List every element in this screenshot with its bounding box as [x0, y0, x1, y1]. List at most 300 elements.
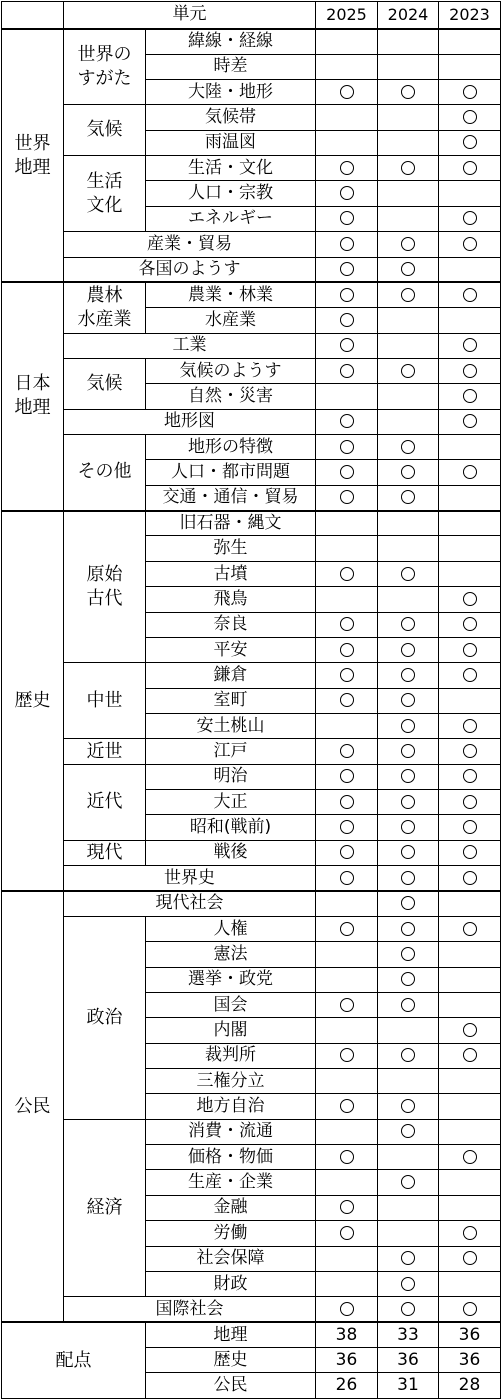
- unit-label-cell: [146, 130, 316, 155]
- mark-cell: [439, 587, 501, 612]
- mark-cell: [316, 333, 378, 358]
- unit-label-cell-text: 人口・宗教: [188, 183, 273, 204]
- subcategory-cell: [64, 358, 146, 409]
- unit-label-cell-text: 水産業: [205, 309, 256, 330]
- mark-cell: [378, 1170, 439, 1195]
- mark-cell: [378, 713, 439, 738]
- circle-mark: [340, 1200, 354, 1214]
- table-row: [2, 232, 501, 257]
- mark-cell: [439, 942, 501, 967]
- mark-cell: [439, 612, 501, 637]
- unit-label-cell: [146, 485, 316, 510]
- mark-cell: [316, 105, 378, 130]
- score-value-cell: [378, 1373, 439, 1399]
- unit-label-cell: [146, 460, 316, 485]
- unit-label-cell-text: 生活・文化: [188, 157, 273, 178]
- circle-mark: [401, 288, 415, 302]
- circle-mark: [340, 567, 354, 581]
- unit-label-cell-text: 奈良: [213, 614, 248, 635]
- unit-label-cell: [146, 663, 316, 688]
- table-row: [2, 764, 501, 789]
- unit-label-cell: [146, 637, 316, 662]
- mark-cell: [378, 942, 439, 967]
- table-row: [2, 282, 501, 307]
- table-row: [2, 409, 501, 434]
- mark-cell: [439, 1170, 501, 1195]
- unit-label-cell: [146, 1271, 316, 1296]
- circle-mark: [463, 135, 477, 149]
- mark-cell: [378, 257, 439, 282]
- mark-cell: [439, 1069, 501, 1094]
- subcategory-cell: [64, 764, 146, 840]
- score-subject-cell: [146, 1373, 316, 1399]
- mark-cell: [316, 1221, 378, 1246]
- circle-mark: [340, 1099, 354, 1113]
- mark-cell: [316, 1170, 378, 1195]
- mark-cell: [439, 105, 501, 130]
- table-row: [2, 156, 501, 181]
- circle-mark: [463, 668, 477, 682]
- mark-cell: [316, 435, 378, 460]
- unit-label-cell: [64, 891, 316, 916]
- mark-cell: [316, 536, 378, 561]
- mark-cell: [439, 1145, 501, 1170]
- table-row: [2, 891, 501, 916]
- circle-mark: [340, 211, 354, 225]
- unit-label-cell-text: 人口・都市問題: [171, 462, 290, 483]
- unit-label-cell: [146, 1170, 316, 1195]
- score-subject-cell: [146, 1322, 316, 1347]
- subcategory-cell: [64, 840, 146, 865]
- unit-label-cell-text: 価格・物価: [188, 1146, 273, 1167]
- mark-cell: [316, 181, 378, 206]
- circle-mark: [463, 871, 477, 885]
- unit-label-cell: [146, 80, 316, 105]
- header-unit: [64, 2, 316, 29]
- table-row: [2, 866, 501, 891]
- unit-label-cell-text: 鎌倉: [213, 664, 248, 685]
- circle-mark: [401, 1175, 415, 1189]
- unit-label-cell-text: 明治: [213, 766, 248, 787]
- category-cell-text: 公民: [14, 1095, 51, 1117]
- subcategory-cell: [64, 105, 146, 156]
- unit-label-cell: [146, 916, 316, 941]
- score-subject-cell-text: 公民: [213, 1375, 248, 1396]
- circle-mark: [401, 364, 415, 378]
- mark-cell: [378, 967, 439, 992]
- unit-label-cell: [146, 815, 316, 840]
- unit-label-cell-text: 工業: [172, 335, 207, 356]
- mark-cell: [316, 916, 378, 941]
- circle-mark: [401, 998, 415, 1012]
- circle-mark: [401, 795, 415, 809]
- mark-cell: [316, 1195, 378, 1220]
- score-value-cell-text: 28: [458, 1375, 481, 1396]
- unit-label-cell-text: 生産・企業: [188, 1172, 273, 1193]
- table-row: [2, 29, 501, 54]
- mark-cell: [439, 29, 501, 54]
- table-row: [2, 257, 501, 282]
- unit-label-cell: [146, 992, 316, 1017]
- circle-mark: [401, 1302, 415, 1316]
- mark-cell: [316, 967, 378, 992]
- circle-mark: [463, 414, 477, 428]
- unit-label-cell: [146, 282, 316, 307]
- circle-mark: [401, 719, 415, 733]
- header-year: [316, 2, 378, 29]
- mark-cell: [439, 790, 501, 815]
- circle-mark: [463, 364, 477, 378]
- mark-cell: [378, 435, 439, 460]
- mark-cell: [316, 511, 378, 536]
- circle-mark: [340, 1048, 354, 1062]
- mark-cell: [439, 257, 501, 282]
- mark-cell: [439, 967, 501, 992]
- mark-cell: [316, 840, 378, 865]
- mark-cell: [316, 891, 378, 916]
- circle-mark: [340, 262, 354, 276]
- circle-mark: [401, 1099, 415, 1113]
- mark-cell: [439, 130, 501, 155]
- unit-label-cell-text: 三権分立: [196, 1070, 265, 1091]
- circle-mark: [340, 237, 354, 251]
- mark-cell: [439, 485, 501, 510]
- mark-cell: [378, 54, 439, 79]
- circle-mark: [401, 769, 415, 783]
- mark-cell: [378, 612, 439, 637]
- score-heading-cell: [2, 1322, 146, 1398]
- mark-cell: [378, 1018, 439, 1043]
- header-corner: [2, 2, 64, 29]
- mark-cell: [316, 409, 378, 434]
- mark-cell: [378, 790, 439, 815]
- mark-cell: [316, 485, 378, 510]
- score-value-cell: [439, 1347, 501, 1372]
- circle-mark: [401, 744, 415, 758]
- score-value-cell-text: 38: [335, 1324, 358, 1345]
- unit-label-cell-text: 大正: [213, 791, 248, 812]
- mark-cell: [316, 713, 378, 738]
- circle-mark: [340, 161, 354, 175]
- mark-cell: [316, 282, 378, 307]
- circle-mark: [340, 617, 354, 631]
- unit-label-cell: [64, 409, 316, 434]
- unit-label-cell: [146, 1246, 316, 1271]
- unit-label-cell: [146, 561, 316, 586]
- circle-mark: [340, 288, 354, 302]
- mark-cell: [439, 460, 501, 485]
- category-cell-text: 歴史: [14, 689, 51, 711]
- mark-cell: [316, 688, 378, 713]
- table-row: [2, 916, 501, 941]
- subcategory-cell: [64, 739, 146, 764]
- circle-mark: [463, 845, 477, 859]
- subcategory-cell-text: 原始 古代: [86, 563, 123, 609]
- mark-cell: [378, 1195, 439, 1220]
- category-cell: [2, 282, 64, 510]
- circle-mark: [401, 922, 415, 936]
- mark-cell: [378, 384, 439, 409]
- mark-cell: [439, 181, 501, 206]
- score-value-cell-text: 36: [335, 1349, 358, 1370]
- circle-mark: [463, 1048, 477, 1062]
- score-heading-cell-text: 配点: [55, 1349, 92, 1371]
- unit-label-cell: [64, 257, 316, 282]
- mark-cell: [378, 891, 439, 916]
- subcategory-cell-text: その他: [77, 461, 132, 483]
- unit-label-cell-text: 労働: [213, 1222, 248, 1243]
- mark-cell: [439, 891, 501, 916]
- mark-cell: [316, 790, 378, 815]
- circle-mark: [340, 769, 354, 783]
- unit-label-cell-text: 社会保障: [196, 1248, 265, 1269]
- circle-mark: [340, 414, 354, 428]
- category-cell: [2, 511, 64, 891]
- circle-mark: [401, 262, 415, 276]
- mark-cell: [378, 840, 439, 865]
- subcategory-cell-text: 現代: [86, 841, 123, 863]
- mark-cell: [316, 663, 378, 688]
- circle-mark: [463, 110, 477, 124]
- score-value-cell-text: 36: [458, 1349, 481, 1370]
- mark-cell: [439, 916, 501, 941]
- unit-label-cell-text: 時差: [213, 56, 248, 77]
- unit-label-cell: [146, 967, 316, 992]
- unit-label-cell: [146, 1195, 316, 1220]
- unit-label-cell: [146, 54, 316, 79]
- unit-label-cell-text: 気候のようす: [179, 360, 282, 381]
- unit-label-cell-text: 交通・通信・貿易: [162, 487, 299, 508]
- header-row: [2, 2, 501, 29]
- subcategory-cell: [64, 663, 146, 739]
- unit-label-cell: [146, 713, 316, 738]
- mark-cell: [316, 587, 378, 612]
- mark-cell: [378, 1145, 439, 1170]
- category-cell-text: 世界 地理: [14, 132, 51, 178]
- score-subject-cell-text: 歴史: [213, 1349, 248, 1370]
- unit-label-cell-text: 農業・林業: [188, 284, 273, 305]
- unit-label-cell-text: 裁判所: [205, 1045, 256, 1066]
- mark-cell: [316, 29, 378, 54]
- mark-cell: [439, 232, 501, 257]
- mark-cell: [316, 815, 378, 840]
- unit-label-cell-text: 江戸: [213, 741, 248, 762]
- mark-cell: [378, 561, 439, 586]
- score-value-cell: [439, 1322, 501, 1347]
- unit-label-cell-text: エネルギー: [188, 208, 273, 229]
- mark-cell: [316, 1271, 378, 1296]
- mark-cell: [316, 637, 378, 662]
- mark-cell: [378, 663, 439, 688]
- unit-label-cell: [64, 333, 316, 358]
- circle-mark: [340, 186, 354, 200]
- score-value-cell-text: 36: [458, 1324, 481, 1345]
- unit-label-cell-text: 産業・貿易: [147, 233, 232, 254]
- subcategory-cell: [64, 282, 146, 333]
- circle-mark: [401, 845, 415, 859]
- mark-cell: [439, 511, 501, 536]
- unit-label-cell-text: 大陸・地形: [188, 81, 273, 102]
- unit-label-cell: [146, 1018, 316, 1043]
- circle-mark: [401, 567, 415, 581]
- unit-label-cell-text: 弥生: [213, 538, 248, 559]
- unit-label-cell: [146, 612, 316, 637]
- mark-cell: [378, 1246, 439, 1271]
- circle-mark: [401, 1251, 415, 1265]
- unit-label-cell-text: 自然・災害: [188, 385, 273, 406]
- mark-cell: [316, 1119, 378, 1144]
- mark-cell: [439, 866, 501, 891]
- subcategory-cell: [64, 29, 146, 105]
- unit-label-cell: [146, 1094, 316, 1119]
- circle-mark: [401, 1048, 415, 1062]
- circle-mark: [463, 211, 477, 225]
- unit-label-cell-text: 戦後: [213, 842, 248, 863]
- unit-label-cell: [64, 232, 316, 257]
- mark-cell: [316, 156, 378, 181]
- unit-label-cell: [64, 866, 316, 891]
- unit-label-cell: [146, 1119, 316, 1144]
- mark-cell: [316, 561, 378, 586]
- mark-cell: [439, 435, 501, 460]
- circle-mark: [463, 1150, 477, 1164]
- mark-cell: [439, 1195, 501, 1220]
- mark-cell: [439, 1246, 501, 1271]
- unit-label-cell: [146, 511, 316, 536]
- subcategory-cell-text: 近代: [86, 791, 123, 813]
- header-year: [378, 2, 439, 29]
- circle-mark: [401, 237, 415, 251]
- unit-label-cell: [146, 358, 316, 383]
- mark-cell: [316, 358, 378, 383]
- circle-mark: [340, 643, 354, 657]
- mark-cell: [378, 80, 439, 105]
- subcategory-cell: [64, 435, 146, 511]
- subcategory-cell: [64, 511, 146, 663]
- mark-cell: [439, 1119, 501, 1144]
- unit-label-cell-text: 平安: [213, 639, 248, 660]
- unit-label-cell: [146, 1221, 316, 1246]
- mark-cell: [378, 866, 439, 891]
- unit-label-cell: [146, 790, 316, 815]
- unit-label-cell: [146, 764, 316, 789]
- mark-cell: [378, 409, 439, 434]
- table-row: [2, 358, 501, 383]
- circle-mark: [401, 820, 415, 834]
- circle-mark: [340, 1226, 354, 1240]
- unit-label-cell-text: 室町: [213, 690, 248, 711]
- unit-label-cell: [146, 1069, 316, 1094]
- circle-mark: [401, 85, 415, 99]
- circle-mark: [463, 922, 477, 936]
- mark-cell: [316, 612, 378, 637]
- unit-label-cell-text: 現代社会: [155, 893, 224, 914]
- category-cell-text: 日本 地理: [14, 373, 51, 419]
- category-cell: [2, 29, 64, 283]
- mark-cell: [378, 688, 439, 713]
- table-row: [2, 105, 501, 130]
- circle-mark: [340, 871, 354, 885]
- circle-mark: [340, 845, 354, 859]
- mark-cell: [378, 536, 439, 561]
- mark-cell: [378, 815, 439, 840]
- mark-cell: [378, 739, 439, 764]
- mark-cell: [316, 257, 378, 282]
- mark-cell: [439, 1043, 501, 1068]
- unit-label-cell: [146, 1145, 316, 1170]
- circle-mark: [463, 769, 477, 783]
- mark-cell: [316, 232, 378, 257]
- mark-cell: [439, 1297, 501, 1322]
- circle-mark: [340, 795, 354, 809]
- unit-label-cell-text: 地形図: [164, 411, 215, 432]
- circle-mark: [340, 998, 354, 1012]
- mark-cell: [316, 992, 378, 1017]
- circle-mark: [340, 490, 354, 504]
- mark-cell: [316, 942, 378, 967]
- mark-cell: [316, 1145, 378, 1170]
- score-value-cell: [316, 1322, 378, 1347]
- mark-cell: [378, 1271, 439, 1296]
- mark-cell: [439, 308, 501, 333]
- mark-cell: [439, 333, 501, 358]
- circle-mark: [463, 592, 477, 606]
- mark-cell: [316, 1094, 378, 1119]
- unit-label-cell: [146, 942, 316, 967]
- circle-mark: [401, 490, 415, 504]
- unit-label-cell: [146, 29, 316, 54]
- circle-mark: [340, 364, 354, 378]
- circle-mark: [401, 871, 415, 885]
- table-row: [2, 511, 501, 536]
- table-row: [2, 739, 501, 764]
- subcategory-cell-text: 経済: [86, 1196, 123, 1218]
- score-subject-cell-text: 地理: [213, 1324, 248, 1345]
- mark-cell: [316, 866, 378, 891]
- unit-label-cell-text: 金融: [213, 1197, 248, 1218]
- unit-label-cell-text: 飛鳥: [213, 588, 248, 609]
- subcategory-cell-text: 世界の すがた: [77, 44, 132, 90]
- unit-label-cell: [64, 1297, 316, 1322]
- mark-cell: [378, 1221, 439, 1246]
- mark-cell: [316, 764, 378, 789]
- mark-cell: [439, 206, 501, 231]
- unit-label-cell-text: 人権: [213, 918, 248, 939]
- circle-mark: [463, 85, 477, 99]
- mark-cell: [439, 1271, 501, 1296]
- circle-mark: [463, 719, 477, 733]
- mark-cell: [378, 1297, 439, 1322]
- mark-cell: [439, 54, 501, 79]
- unit-label-cell-text: 選挙・政党: [188, 969, 273, 990]
- subcategory-cell-text: 中世: [86, 689, 123, 711]
- circle-mark: [401, 896, 415, 910]
- unit-label-cell-text: 雨温図: [205, 132, 256, 153]
- mark-cell: [316, 1069, 378, 1094]
- mark-cell: [316, 384, 378, 409]
- circle-mark: [401, 693, 415, 707]
- circle-mark: [401, 440, 415, 454]
- mark-cell: [378, 1043, 439, 1068]
- mark-cell: [378, 485, 439, 510]
- mark-cell: [378, 460, 439, 485]
- mark-cell: [316, 80, 378, 105]
- circle-mark: [463, 161, 477, 175]
- unit-label-cell: [146, 1043, 316, 1068]
- score-value-cell: [439, 1373, 501, 1399]
- score-value-cell-text: 26: [335, 1375, 358, 1396]
- unit-label-cell: [146, 840, 316, 865]
